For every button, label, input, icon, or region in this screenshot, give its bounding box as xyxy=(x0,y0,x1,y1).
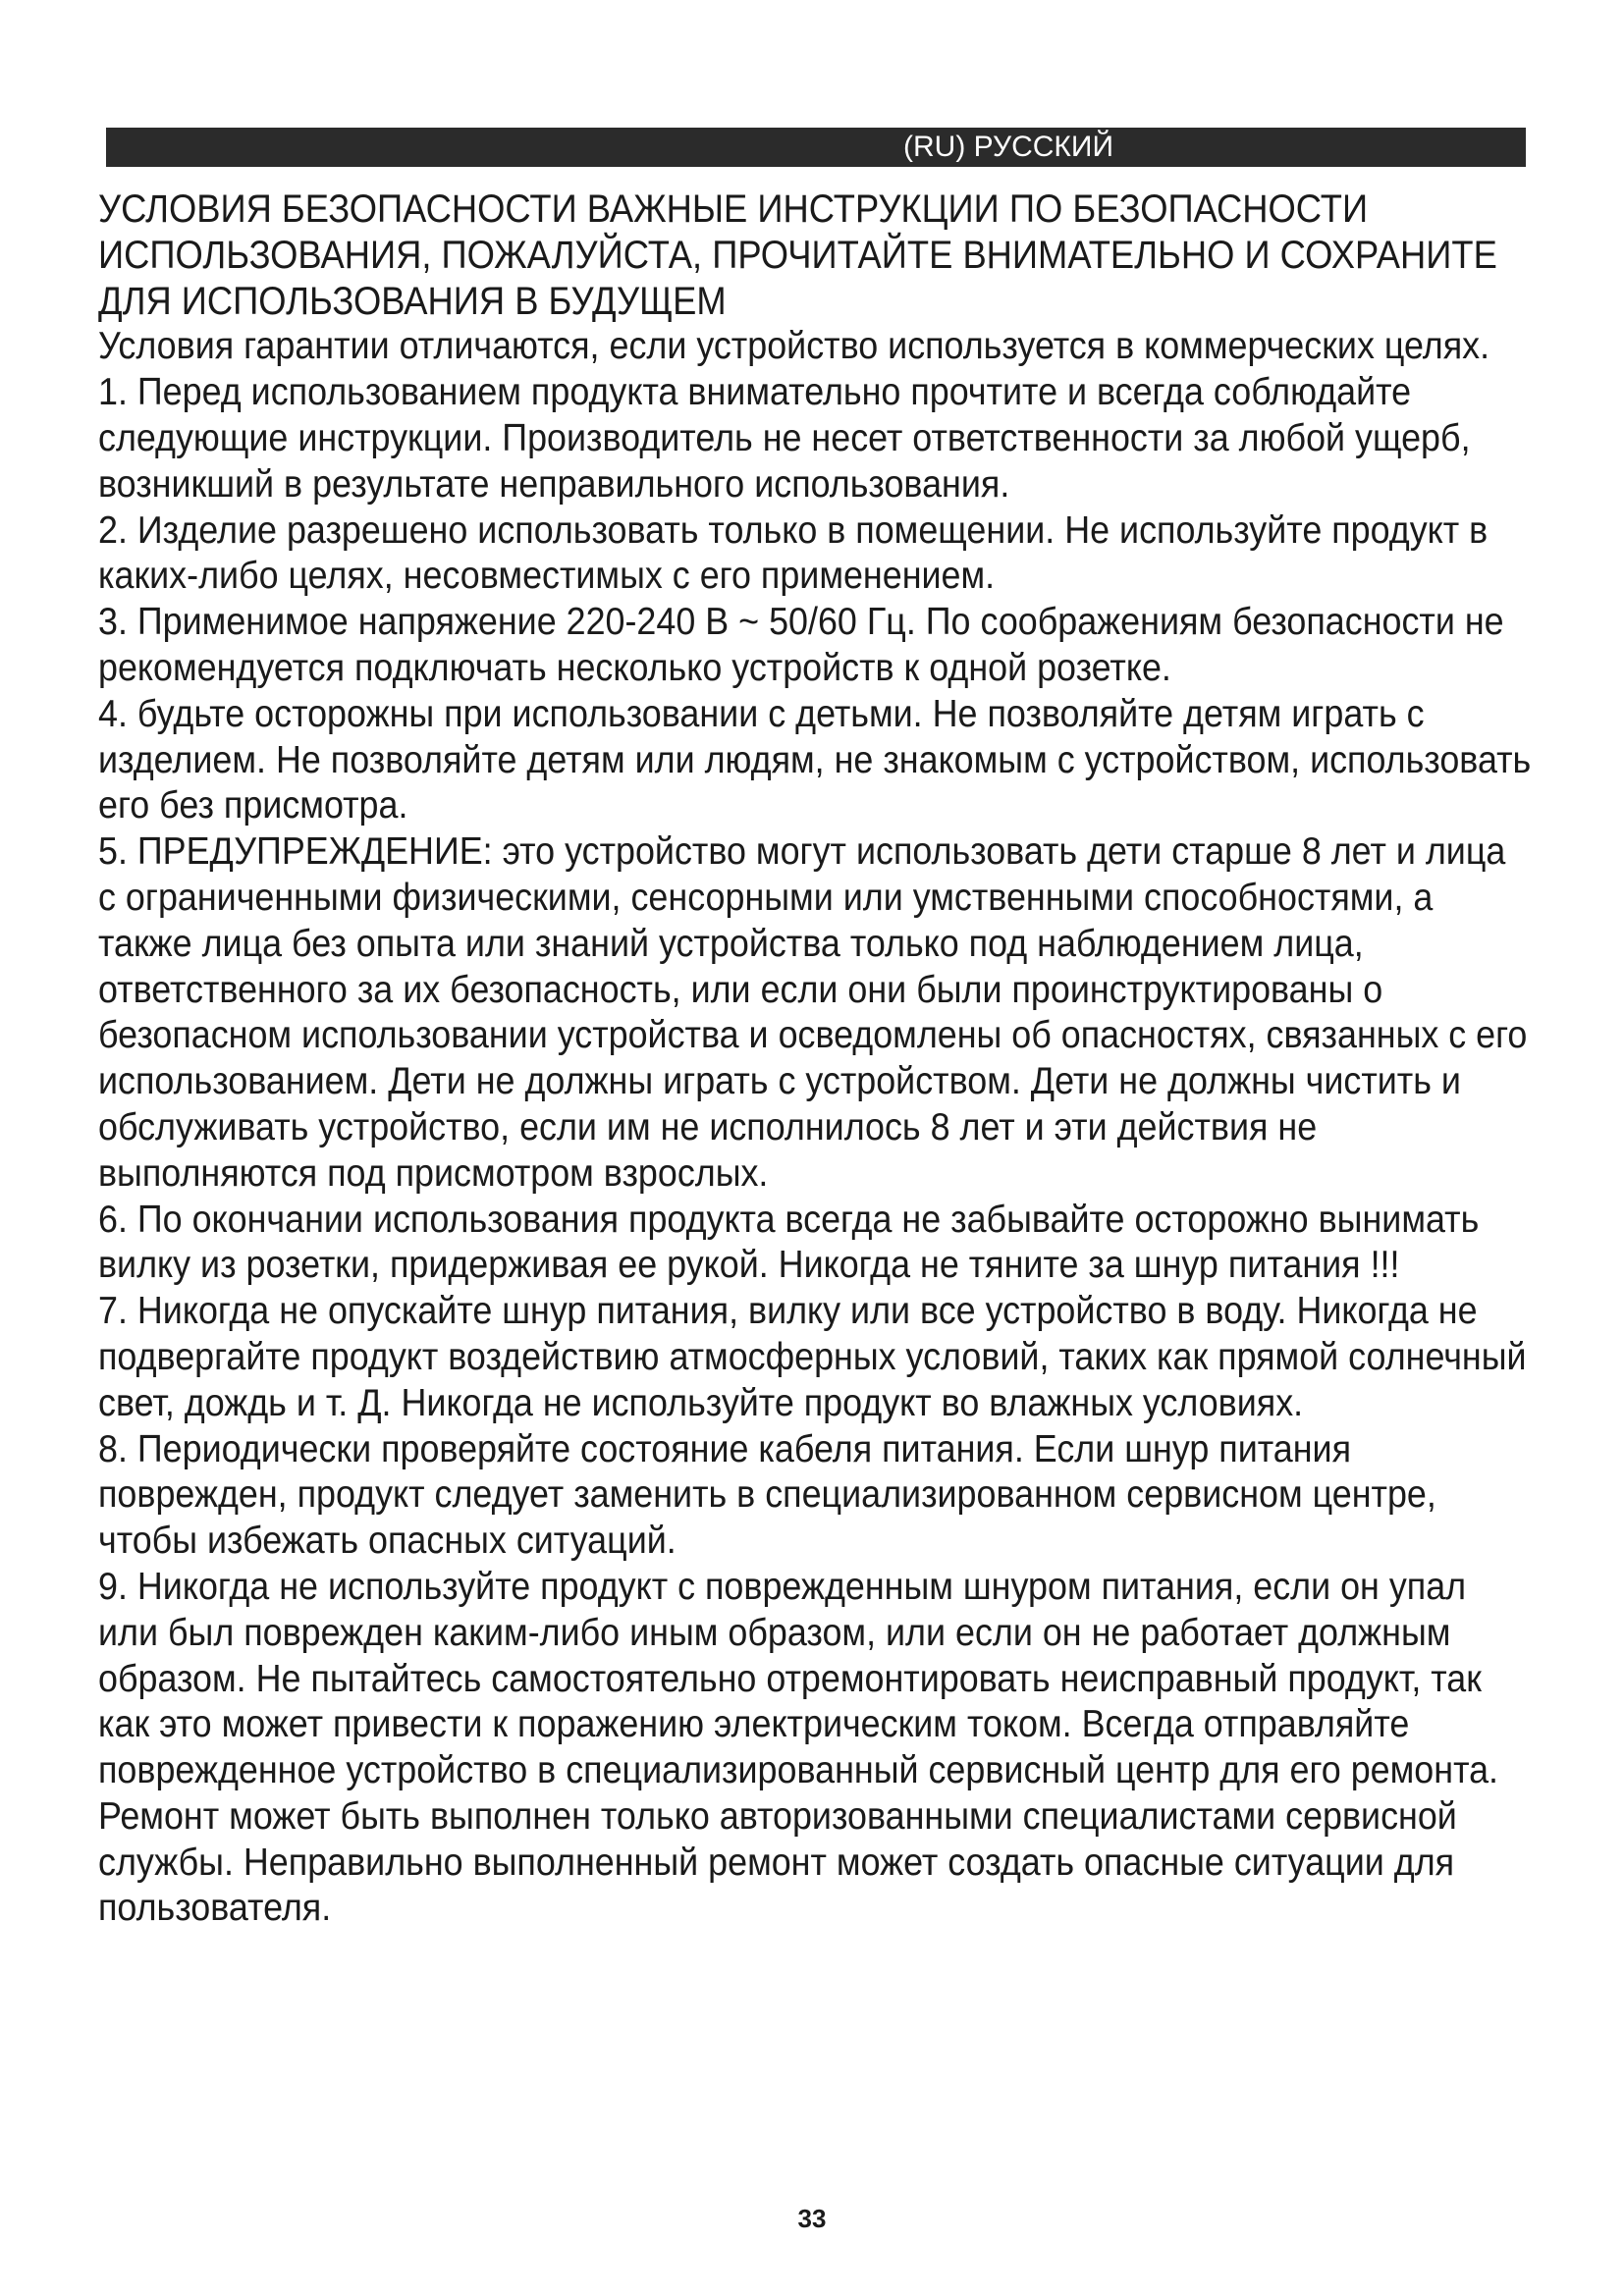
instruction-item-5: 5. ПРЕДУПРЕЖДЕНИЕ: это устройство могут использовать дети старше 8 лет и лица с ограниченными физическими, сенсорными или умственными способностями, а также лица без опыта или знаний устройства только под наблюдением лица, ответственного за их безопасность, или если они были проинструктированы о безопасном использовании устройства и осведомлены об опасностях, связанных с его использованием. Дети не должны играть с устройством. Дети не должны чистить и обслуживать устройство, если им не исполнилось 8 лет и эти действия не выполняются под присмотром взрослых. xyxy=(98,830,1528,1195)
page-number: 33 xyxy=(797,2204,827,2233)
instruction-item-3: 3. Применимое напряжение 220-240 В ~ 50/60 Гц. По соображениям безопасности не рекомендуется подключать несколько устройств к одной розетке. xyxy=(98,601,1504,689)
instruction-item-6: 6. По окончании использования продукта всегда не забывайте осторожно вынимать вилку из розетки, придерживая ее рукой. Никогда не тяните за шнур питания !!! xyxy=(98,1198,1480,1287)
safety-instructions-section xyxy=(98,187,1532,1932)
instruction-item-9: 9. Никогда не используйте продукт с поврежденным шнуром питания, если он упал или был поврежден каким-либо иным образом, или если он не работает должным образом. Не пытайтесь самостоятельно отремонтировать неисправный продукт, так как это может привести к поражению электрическим током. Всегда отправляйте поврежденное устройство в специализированный сервисный центр для его ремонта. Ремонт может быть выполнен только авторизованными специалистами сервисной службы. Неправильно выполненный ремонт может создать опасные ситуации для пользователя. xyxy=(98,1565,1499,1930)
instruction-item-1: 1. Перед использованием продукта внимательно прочтите и всегда соблюдайте следующие инструкции. Производитель не несет ответственности за любой ущерб, возникший в результате неправильного использования. xyxy=(98,371,1471,506)
instruction-item-2: 2. Изделие разрешено использовать только в помещении. Не используйте продукт в каких-либо целях, несовместимых с его применением. xyxy=(98,508,1489,598)
language-label: (RU) РУССКИЙ xyxy=(903,131,1113,163)
language-header-bar xyxy=(106,128,1526,167)
instruction-item-7: 7. Никогда не опускайте шнур питания, вилку или все устройство в воду. Никогда не подвергайте продукт воздействию атмосферных условий, таких как прямой солнечный свет, дождь и т. Д. Никогда не используйте продукт во влажных условиях. xyxy=(98,1290,1527,1424)
instruction-item-4: 4. будьте осторожны при использовании с детьми. Не позволяйте детям играть с изделием. Не позволяйте детям или людям, не знакомым с устройством, использовать его без присмотра. xyxy=(98,692,1532,828)
instruction-item-8: 8. Периодически проверяйте состояние кабеля питания. Если шнур питания поврежден, продукт следует заменить в специализированном сервисном центре, чтобы избежать опасных ситуаций. xyxy=(98,1427,1436,1563)
section-title: УСЛОВИЯ БЕЗОПАСНОСТИ ВАЖНЫЕ ИНСТРУКЦИИ ПО БЕЗОПАСНОСТИ ИСПОЛЬЗОВАНИЯ, ПОЖАЛУЙСТА, ПРОЧИТАЙТЕ ВНИМАТЕЛЬНО И СОХРАНИТЕ ДЛЯ ИСПОЛЬЗОВАНИЯ В БУДУЩЕМ xyxy=(98,187,1497,323)
warranty-intro: Условия гарантии отличаются, если устройство используется в коммерческих целях. xyxy=(98,325,1490,368)
